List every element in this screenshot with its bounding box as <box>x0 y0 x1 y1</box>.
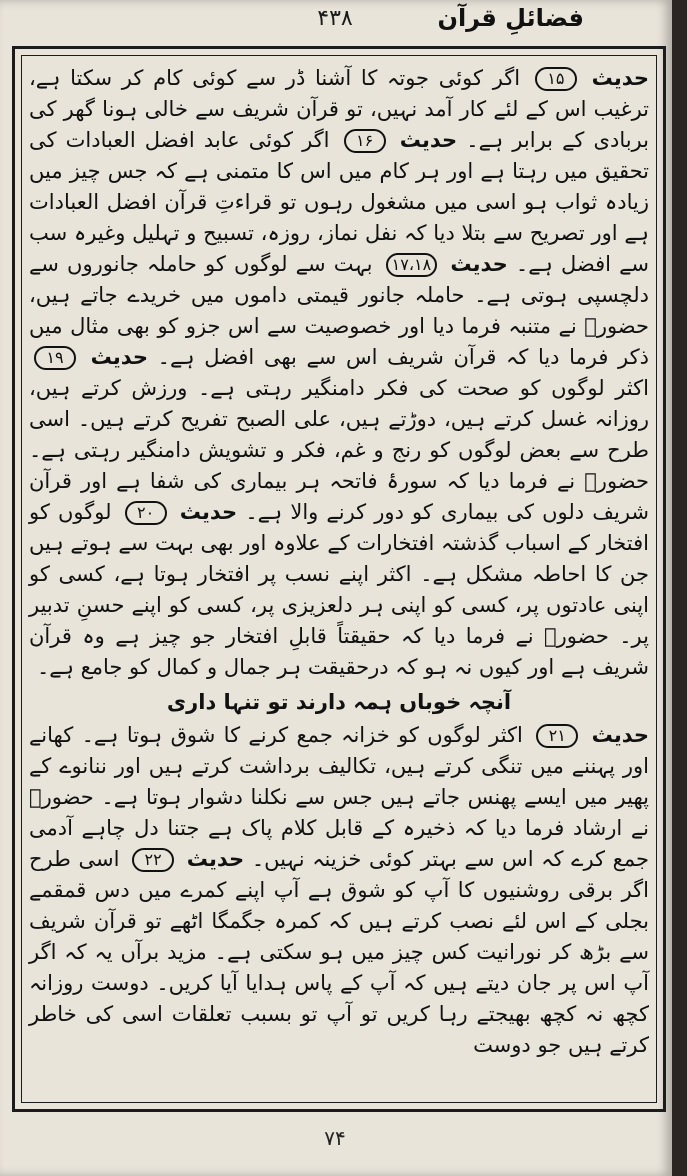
hadith-paragraph-15 <box>29 63 649 683</box>
hadith-label: حدیث <box>591 723 649 747</box>
page-header <box>0 0 672 46</box>
hadith-number-badge: ۱۶ <box>344 129 386 153</box>
book-title: فضائلِ قرآن <box>437 4 584 32</box>
hadith-number-badge: ۱۷،۱۸ <box>386 253 438 277</box>
hadith-text: لوگوں کو افتخار کے اسباب گذشتہ افتخارات کے علاوہ اور بھی بہت سے ہوتے ہیں جن کا احاطہ مشکل ہے۔ اکثر اپنے نسب پر افتخار ہوتا ہے، کسی کو اپنی عادتوں پر، کسی کو اپنی ہر دلعزیزی پر، کسی کو اپنے حسنِ تدبیر پر۔ حضورؐ نے فرما دیا کہ حقیقتاً قابلِ افتخار جو چیز ہے وہ قرآن شریف ہے اور کیوں نہ ہو کہ درحقیقت ہر جمال و کمال کو جامع ہے۔ <box>29 500 649 679</box>
page-content <box>29 63 649 1097</box>
hadith-label: حدیث <box>450 252 508 276</box>
text-frame <box>12 46 666 1112</box>
section-subheading: آنچہ خوباں ہمہ دارند تو تنہا داری <box>166 690 512 714</box>
hadith-text: اگر کوئی جوتہ کا آشنا ڈر سے کوئی کام کر سکتا ہے، ترغیب اس کے لئے کار آمد نہیں، تو قرآن شریف سے خالی ہونا گھر کی بربادی کے برابر ہے۔ <box>29 66 649 152</box>
hadith-paragraph-21 <box>29 720 649 1061</box>
hadith-text: اکثر لوگوں کو صحت کی فکر دامنگیر رہتی ہے۔ ورزش کرتے ہیں، روزانہ غسل کرتے ہیں، دوڑتے ہیں، علی الصبح تفریح کرتے ہیں۔ اسی طرح سے بعض لوگوں کو رنج و غم، فکر و تشویش دامنگیر رہتی ہے۔ حضورؐ نے فرما دیا کہ سورۂ فاتحہ ہر بیماری کی شفا ہے اور قرآن شریف دلوں کی بیماری کو دور کرنے والا ہے۔ <box>29 376 649 524</box>
hadith-number-badge: ۲۰ <box>125 501 167 525</box>
hadith-label: حدیث <box>90 345 149 369</box>
hadith-text: اگر کوئی عابد افضل العبادات کی تحقیق میں رہتا ہے اور ہر کام میں اس کا متمنی ہے کہ جس چیز میں زیادہ ثواب ہو اسی میں مشغول رہوں تو قراءتِ قرآن افضل العبادات ہے اور تصریح سے بتلا دیا کہ نفل نماز، روزہ، تسبیح و تہلیل وغیرہ سب سے افضل ہے۔ <box>29 128 649 276</box>
hadith-number-badge: ۱۹ <box>34 346 76 370</box>
footer-page-number: ۷۴ <box>324 1126 346 1150</box>
hadith-text: اسی طرح اگر برقی روشنیوں کا آپ کو شوق ہے آپ اپنے کمرے میں دس قمقمے بجلی کے اس لئے نصب کرتے ہیں کہ کمرہ جگمگا اٹھے تو قرآن شریف سے بڑھ کر نورانیت کس چیز میں ہو سکتی ہے۔ مزید برآں یہ کہ اگر آپ اس پر جان دیتے ہیں کہ آپ کے پاس ہدایا آیا کریں۔ دوست روزانہ کچھ نہ کچھ بھیجتے رہا کریں تو آپ تو بسبب تعلقات اسی کی خاطر کرتے ہیں جو دوست <box>29 847 649 1057</box>
hadith-label: حدیث <box>399 128 458 152</box>
hadith-number-badge: ۲۲ <box>132 848 174 872</box>
hadith-text: بہت سے لوگوں کو حاملہ جانوروں سے دلچسپی ہوتی ہے۔ حاملہ جانور قیمتی داموں میں خریدے جاتے ہیں، حضورؐ نے متنبہ فرما دیا اور خصوصیت سے اس جزو کو بھی مثال میں ذکر فرما دیا کہ قرآن شریف اس سے بھی افضل ہے۔ <box>29 252 649 369</box>
page-number: ۴۳۸ <box>317 6 353 31</box>
hadith-label: حدیث <box>591 66 649 90</box>
hadith-label: حدیث <box>186 847 245 871</box>
hadith-text: اکثر لوگوں کو خزانہ جمع کرنے کا شوق ہوتا ہے۔ کھانے اور پہننے میں تنگی کرتے ہیں، تکالیف برداشت کرتے ہیں اور ننانوے کے پھیر میں ایسے پھنس جاتے ہیں جس سے نکلنا دشوار ہوتا ہے۔ حضورؐ نے ارشاد فرما دیا کہ ذخیرہ کے قابل کلام پاک ہے جتنا دل چاہے آدمی جمع کرے کہ اس سے بہتر کوئی خزینہ نہیں۔ <box>29 723 649 871</box>
hadith-number-badge: ۱۵ <box>535 67 577 91</box>
hadith-number-badge: ۲۱ <box>536 724 578 748</box>
hadith-label: حدیث <box>179 500 238 524</box>
